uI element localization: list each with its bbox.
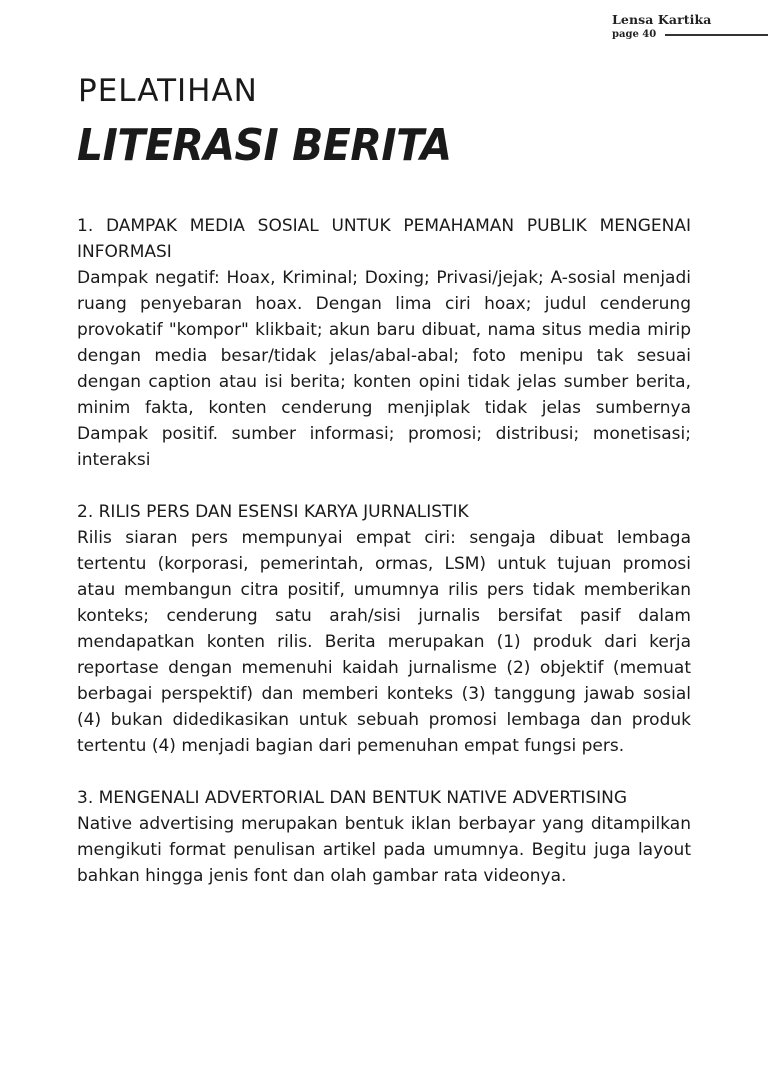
section-paragraph: Rilis siaran pers mempunyai empat ciri: sengaja dibuat lembaga tertentu (korporasi, pemerintah, ormas, LSM) untuk tujuan promosi atau membangun citra positif, umumnya rilis pers tidak memberikan konteks; cenderung satu arah/sisi jurnalis bersifat pasif dalam mendapatkan konten rilis. Berita merupakan (1) produk dari kerja reportase dengan memenuhi kaidah jurnalisme (2) objektif (memuat berbagai perspektif) dan memberi konteks (3) tanggung jawab sosial (4) bukan didedikasikan untuk sebuah promosi lembaga dan produk tertentu (4) menjadi bagian dari pemenuhan empat fungsi pers. [77,528,691,756]
header-divider [665,34,768,36]
page-number: page 40 [612,29,657,40]
page-title-line2: LITERASI BERITA [77,120,452,171]
section-1 [77,213,691,473]
page-title-line1: PELATIHAN [78,73,258,109]
section-heading: 2. RILIS PERS DAN ESENSI KARYA JURNALISTIK [77,502,469,522]
section-heading: 1. DAMPAK MEDIA SOSIAL UNTUK PEMAHAMAN PUBLIK MENGENAI INFORMASI [77,216,691,262]
article-body [77,213,691,915]
section-3 [77,785,691,889]
section-paragraph: Dampak negatif: Hoax, Kriminal; Doxing; Privasi/jejak; A-sosial menjadi ruang penyebaran hoax. Dengan lima ciri hoax; judul cenderung provokatif "kompor" klikbait; akun baru dibuat, nama situs media mirip dengan media besar/tidak jelas/abal-abal; foto menipu tak sesuai dengan caption atau isi berita; konten opini tidak jelas sumber berita, minim fakta, konten cenderung menjiplak tidak jelas sumbernya Dampak positif. sumber informasi; promosi; distribusi; monetisasi; interaksi [77,268,691,470]
section-heading: 3. MENGENALI ADVERTORIAL DAN BENTUK NATIVE ADVERTISING [77,788,628,808]
section-paragraph: Native advertising merupakan bentuk iklan berbayar yang ditampilkan mengikuti format penulisan artikel pada umumnya. Begitu juga layout bahkan hingga jenis font dan olah gambar rata videonya. [77,814,691,886]
page-header [608,12,768,42]
section-2 [77,499,691,759]
magazine-name: Lensa Kartika [612,12,712,27]
